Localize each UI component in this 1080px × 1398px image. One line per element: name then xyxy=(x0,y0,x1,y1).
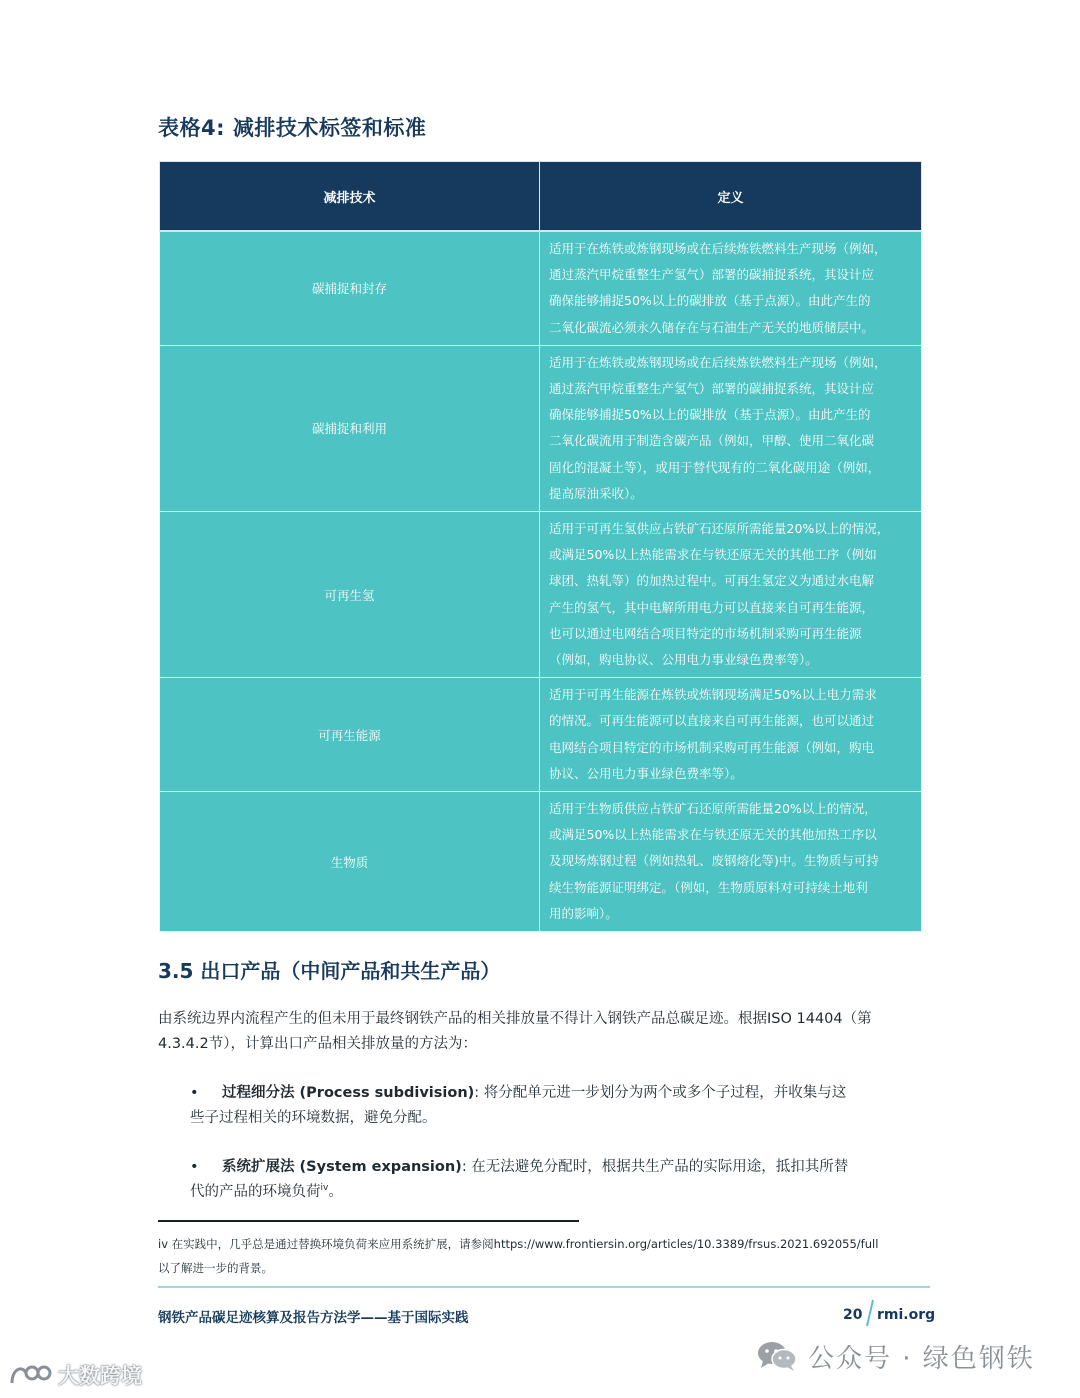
definition-line: 或满足50%以上热能需求在与铁还原无关的其他工序（例如 xyxy=(549,547,877,563)
section-title: 3.5 出口产品（中间产品和共生产品） xyxy=(158,959,501,983)
definition-line: 提高原油采收）。 xyxy=(549,485,643,501)
definition-line: 电网结合项目特定的市场机制采购可再生能源（例如，购电 xyxy=(549,739,875,755)
footer-page-info xyxy=(843,1302,936,1330)
bullet-line xyxy=(190,1081,890,1106)
definition-line: 及现场炼钢过程（例如热轧、废钢熔化等)中。生物质与可持 xyxy=(549,853,879,869)
paragraph-line: 4.3.4.2节），计算出口产品相关排放量的方法为： xyxy=(158,1036,477,1052)
tech-cell: 可再生氢 xyxy=(160,512,540,678)
wechat-icon xyxy=(756,1340,798,1372)
bullet-text: : 在无法避免分配时，根据共生产品的实际用途，抵扣其所替 xyxy=(461,1159,849,1175)
tech-cell: 可再生能源 xyxy=(160,678,540,792)
definition-line: 协议、公用电力事业绿色费率等）。 xyxy=(549,765,743,781)
bullet-line: 些子过程相关的环境数据，避免分配。 xyxy=(190,1110,437,1126)
definition-cell xyxy=(540,678,922,792)
tech-cell: 碳捕捉和利用 xyxy=(160,345,540,511)
table-header-row xyxy=(160,162,922,232)
definition-line: 二氧化碳流必须永久储存在与石油生产无关的地质储层中。 xyxy=(549,319,875,335)
definition-cell xyxy=(540,231,922,345)
bullet-term: 过程细分法 (Process subdivision) xyxy=(222,1085,475,1101)
bullet-text: : 将分配单元进一步划分为两个或多个子过程，并收集与这 xyxy=(474,1085,847,1101)
footnote-ref[interactable]: iv xyxy=(320,1183,329,1194)
definition-line: 适用于在炼铁或炼钢现场或在后续炼铁燃料生产现场（例如， xyxy=(549,354,887,370)
brand-watermark-text: 大数跨境 xyxy=(58,1364,142,1388)
definition-line: 或满足50%以上热能需求在与铁还原无关的其他加热工序以 xyxy=(549,827,877,843)
abatement-table xyxy=(159,161,922,932)
definition-line: 也可以通过电网结合项目特定的市场机制采购可再生能源 xyxy=(549,625,862,641)
footnote xyxy=(158,1232,928,1280)
definition-line: 通过蒸汽甲烷重整生产氢气）部署的碳捕捉系统，其设计应 xyxy=(549,267,875,283)
tech-cell: 碳捕捉和封存 xyxy=(160,231,540,345)
bullet-line xyxy=(190,1155,890,1180)
definition-line: 球团、热轧等）的加热过程中。可再生氢定义为通过水电解 xyxy=(549,573,875,589)
site-link[interactable]: rmi.org xyxy=(877,1307,936,1323)
header-definition: 定义 xyxy=(540,162,922,232)
footnote-line: iv 在实践中，几乎总是通过替换环境负荷来应用系统扩展，请参阅https://www.frontiersin.org/articles/10.3389/frsus.2021.692055/full xyxy=(158,1237,879,1251)
table-row xyxy=(160,792,922,932)
bullet-term: 系统扩展法 (System expansion) xyxy=(222,1159,462,1175)
page-number: 20 xyxy=(843,1307,863,1323)
slash-divider-icon xyxy=(865,1298,875,1328)
definition-line: 的情况。可再生能源可以直接来自可再生能源，也可以通过 xyxy=(549,713,875,729)
table-row xyxy=(160,512,922,678)
brand-logo-icon xyxy=(8,1361,52,1389)
footer-divider xyxy=(158,1286,930,1288)
definition-line: 固化的混凝土等），或用于替代现有的二氧化碳用途（例如， xyxy=(549,459,881,475)
footnote-line: 以了解进一步的背景。 xyxy=(158,1261,273,1275)
table-row xyxy=(160,345,922,511)
definition-line: 续生物能源证明绑定。（例如，生物质原料对可持续土地利 xyxy=(549,879,868,895)
definition-cell xyxy=(540,345,922,511)
definition-line: 用的影响）。 xyxy=(549,905,618,921)
table-row xyxy=(160,678,922,792)
bullet-text-tail: 。 xyxy=(328,1184,343,1200)
footnote-divider xyxy=(158,1220,579,1222)
definition-line: 适用于生物质供应占铁矿石还原所需能量20%以上的情况， xyxy=(549,801,877,817)
bullet-marker: • xyxy=(190,1159,199,1175)
footer-doc-title: 钢铁产品碳足迹核算及报告方法学——基于国际实践 xyxy=(158,1310,469,1326)
definition-line: 适用于在炼铁或炼钢现场或在后续炼铁燃料生产现场（例如， xyxy=(549,241,887,256)
table-row xyxy=(160,231,922,345)
bullet-system-expansion xyxy=(190,1155,890,1205)
brand-watermark xyxy=(8,1360,142,1390)
page-title: 表格4: 减排技术标签和标准 xyxy=(158,116,427,140)
bullet-process-subdivision xyxy=(190,1081,890,1131)
definition-line: 确保能够捕捉50%以上的碳排放（基于点源）。由此产生的 xyxy=(549,293,871,309)
definition-line: 确保能够捕捉50%以上的碳排放（基于点源）。由此产生的 xyxy=(549,407,871,423)
wechat-watermark-text: 公众号 · 绿色钢铁 xyxy=(808,1343,1035,1374)
definition-line: 适用于可再生能源在炼铁或炼钢现场满足50%以上电力需求 xyxy=(549,687,877,703)
definition-line: 二氧化碳流用于制造含碳产品（例如，甲醇、使用二氧化碳 xyxy=(549,433,875,449)
bullet-marker: • xyxy=(190,1085,199,1101)
paragraph-line: 由系统边界内流程产生的但未用于最终钢铁产品的相关排放量不得计入钢铁产品总碳足迹。根据ISO 14404（第 xyxy=(158,1011,872,1027)
bullet-text: 代的产品的环境负荷 xyxy=(190,1184,321,1200)
definition-line: （例如，购电协议、公用电力事业绿色费率等）。 xyxy=(549,652,818,668)
wechat-watermark xyxy=(756,1338,1035,1374)
definition-cell xyxy=(540,512,922,678)
definition-line: 适用于可再生氢供应占铁矿石还原所需能量20%以上的情况， xyxy=(549,521,890,537)
header-technology: 减排技术 xyxy=(160,162,540,232)
definition-line: 产生的氢气，其中电解所用电力可以直接来自可再生能源， xyxy=(549,599,875,615)
bullet-line xyxy=(190,1180,890,1205)
tech-cell: 生物质 xyxy=(160,792,540,932)
definition-cell xyxy=(540,792,922,932)
definition-line: 通过蒸汽甲烷重整生产氢气）部署的碳捕捉系统，其设计应 xyxy=(549,381,875,397)
section-paragraph xyxy=(158,1007,924,1057)
